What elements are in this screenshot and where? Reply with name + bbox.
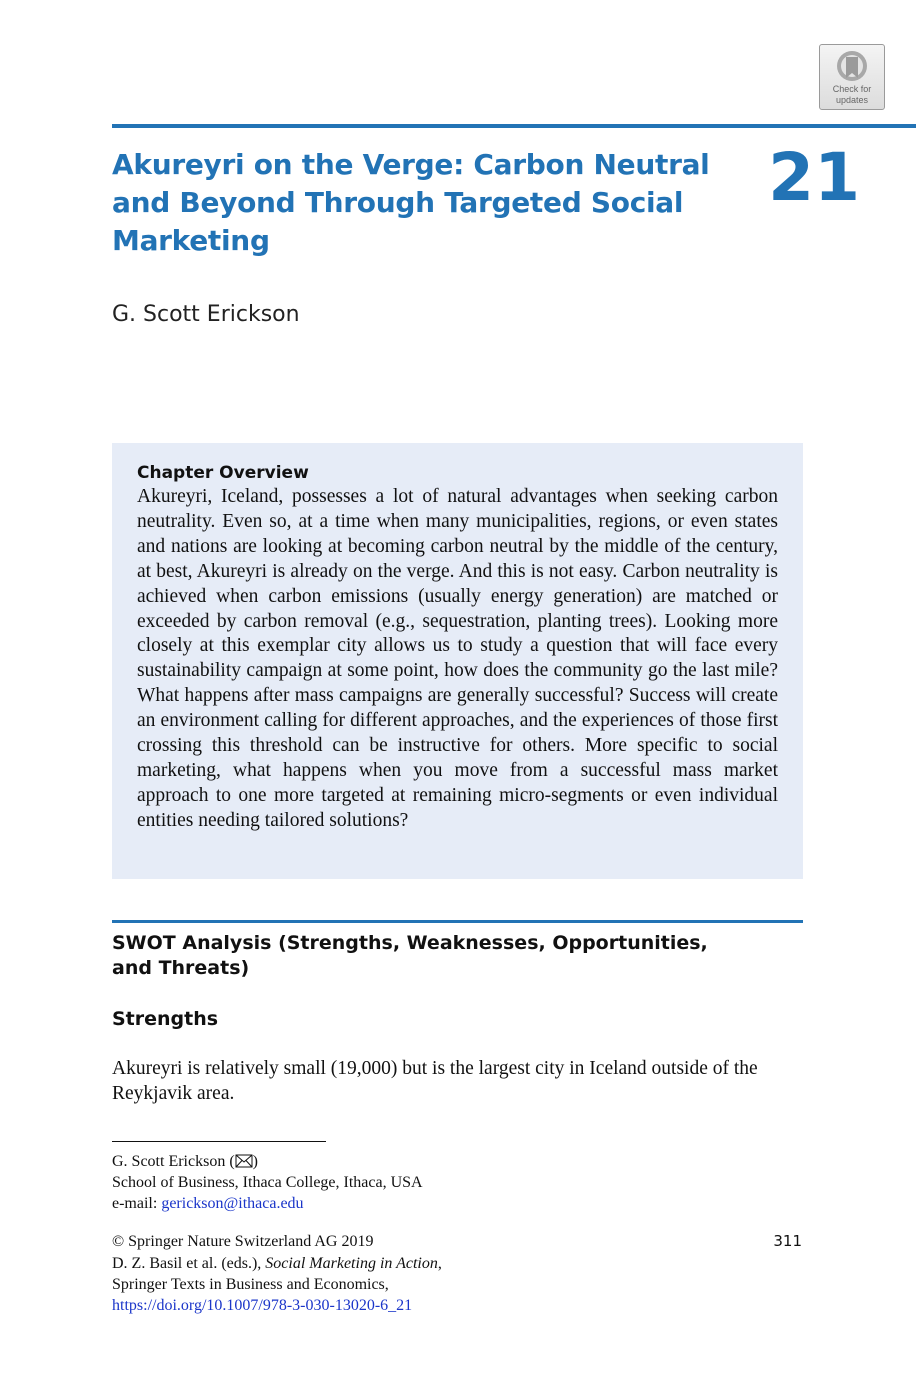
section-heading-swot: SWOT Analysis (Strengths, Weaknesses, Opportunities, and Threats) [112,932,708,979]
chapter-author: G. Scott Erickson [112,302,300,327]
chapter-title: Akureyri on the Verge: Carbon Neutral and Beyond Through Targeted Social Marketing [112,148,710,257]
chapter-number: 21 [768,139,860,216]
chapter-overview-heading: Chapter Overview [137,463,309,483]
body-paragraph: Akureyri is relatively small (19,000) but is the largest city in Iceland outside of the Reykjavik area. [112,1058,758,1104]
chapter-overview-box [112,443,803,879]
bookmark-icon [835,49,869,83]
section-rule [112,920,803,923]
check-for-updates-badge[interactable] [819,44,885,110]
footnote-email-label: e-mail: [112,1195,162,1212]
book-citation [112,1253,442,1274]
footnote-affiliation: School of Business, Ithaca College, Ithaca, USA [112,1174,423,1191]
book-editors: D. Z. Basil et al. (eds.), [112,1255,266,1272]
footnote-rule [112,1141,326,1142]
envelope-icon [235,1154,253,1168]
badge-label-line2: updates [835,95,869,105]
email-link[interactable]: gerickson@ithaca.edu [161,1195,304,1212]
footnote-author-name: G. Scott Erickson [112,1153,226,1170]
book-suffix: , [437,1255,442,1272]
subsection-heading-strengths: Strengths [112,1008,219,1030]
footnote-author: G. Scott Erickson ( ) [112,1153,258,1170]
badge-label-line1: Check for [832,84,872,94]
page-number: 311 [773,1232,802,1250]
book-series: Springer Texts in Business and Economics, [112,1276,389,1293]
chapter-overview-text: Akureyri, Iceland, possesses a lot of natural advantages when seeking carbon neutrality. Even so, at a time when many municipalities, regions, or even states and nations are looking at becoming carbon neutral by the middle of the century, at best, Akureyri is already on the verge. And this is not easy. Carbon neutrality is achieved when carbon emissions (usually energy generation) are matched or exceeded by carbon removal (e.g., sequestration, planting trees). Looking more closely at this exemplar city allows us to study a question that will face every sustainability campaign at some point, how does the community go the last mile? What happens after mass campaigns are generally successful? Success will create an environment calling for different approaches, and the experiences of those first crossing this threshold can be instructive for others. More specific to social marketing, what happens when you move from a successful mass market approach to one more targeted at remaining micro-segments or even individual entities needing tailored solutions? [137,486,778,831]
book-title: Social Marketing in Action [265,1255,438,1272]
doi-line [112,1295,412,1316]
title-rule [112,124,916,128]
copyright-line: © Springer Nature Switzerland AG 2019 [112,1233,374,1250]
doi-link[interactable]: https://doi.org/10.1007/978-3-030-13020-6_21 [112,1297,413,1314]
footnote-email-line [112,1193,304,1214]
